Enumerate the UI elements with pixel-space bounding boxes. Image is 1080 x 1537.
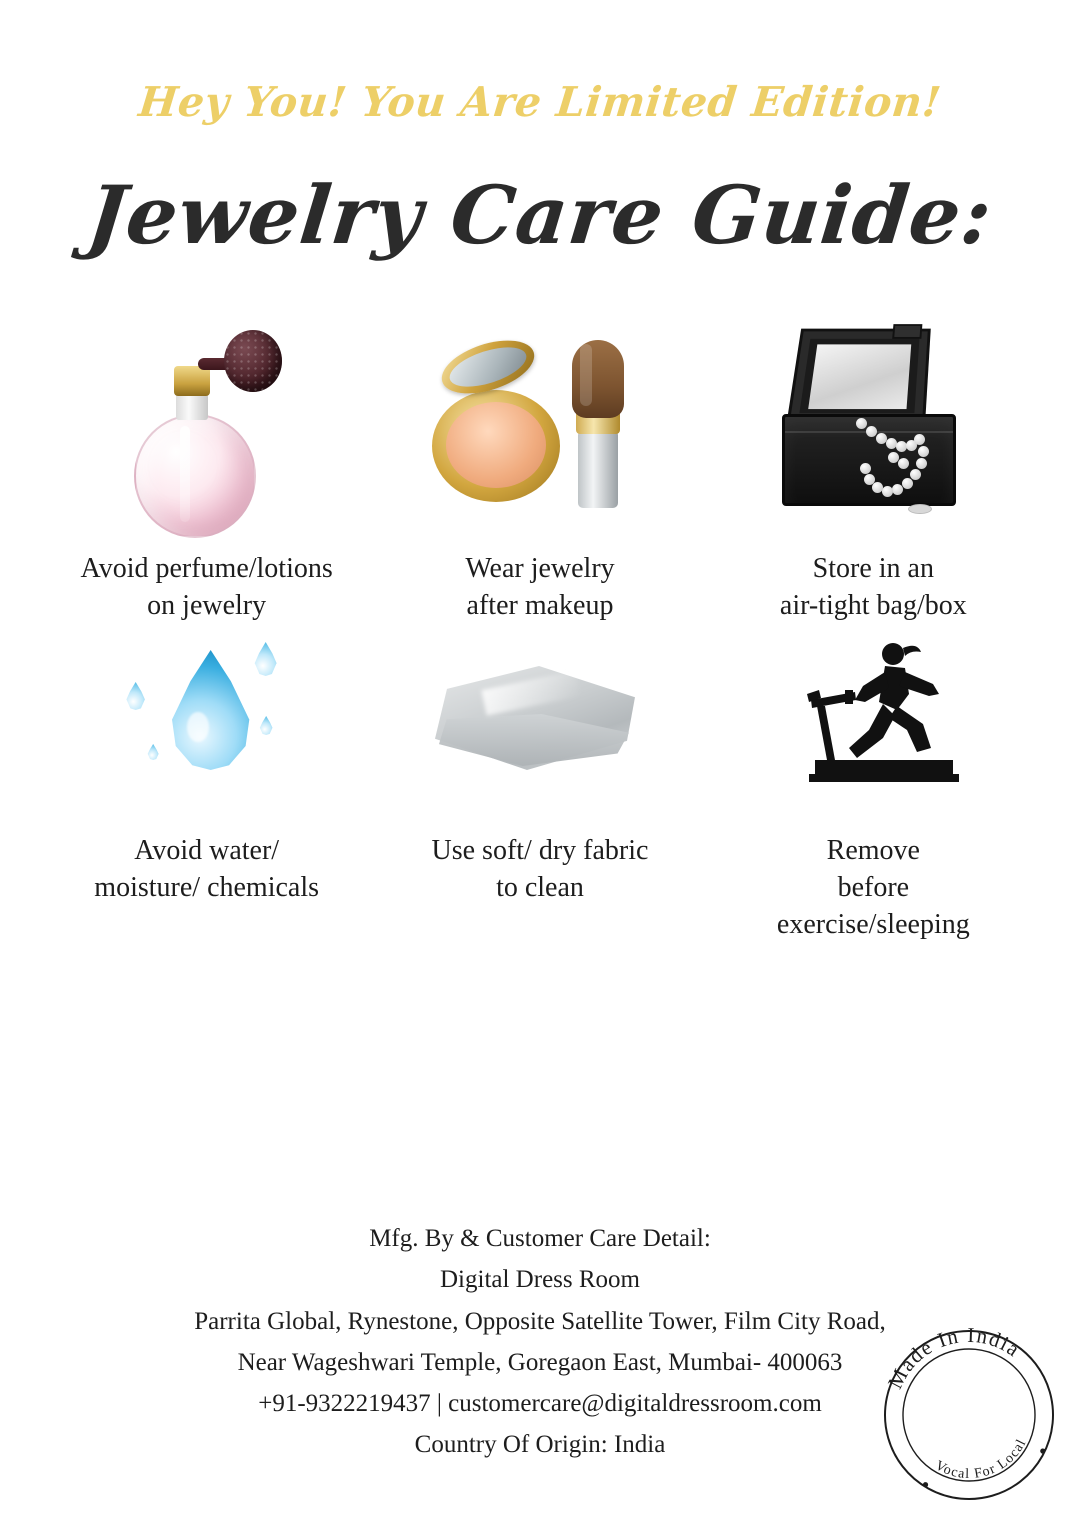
tip-caption-line1: Avoid perfume/lotions	[80, 553, 333, 584]
tip-caption-line2: moisture/ chemicals	[94, 871, 320, 903]
footer-address-line1: Parrita Global, Rynestone, Opposite Satellite Tower, Film City Road,	[194, 1307, 886, 1335]
perfume-bottle-icon	[50, 322, 363, 537]
tagline: Hey You! You Are Limited Edition!	[136, 78, 944, 126]
treadmill-runner-icon	[717, 632, 1030, 807]
tip-item-remove-before-exercise	[707, 632, 1040, 942]
tip-item-wear-after-makeup	[373, 322, 706, 632]
stamp-top-text: Made In India	[882, 1322, 1026, 1393]
footer-contact: +91-9322219437 | customercare@digitaldressroom.com	[258, 1390, 822, 1417]
tip-item-avoid-perfume	[40, 322, 373, 632]
jewelry-care-guide-page	[0, 78, 1080, 1518]
footer-address-line2: Near Wageshwari Temple, Goregaon East, Mumbai- 400063	[237, 1348, 843, 1376]
makeup-compact-brush-icon	[383, 322, 696, 537]
tip-item-store-airtight	[707, 322, 1040, 632]
tip-caption-line1: Wear jewelry	[465, 553, 615, 584]
tip-caption	[777, 833, 970, 944]
tip-caption-line1: Avoid water/	[134, 835, 280, 866]
tip-caption-line2: after makeup	[466, 589, 614, 621]
footer-company: Digital Dress Room	[440, 1266, 640, 1294]
stamp-bottom-text: Vocal For Local	[932, 1436, 1030, 1483]
tip-caption-line1: Remove	[826, 835, 920, 866]
tip-item-avoid-water	[40, 632, 373, 942]
tip-caption	[780, 551, 967, 625]
tips-grid	[0, 322, 1080, 942]
tip-caption-line2: to clean	[496, 871, 584, 903]
tip-caption	[81, 551, 333, 625]
tip-caption	[465, 551, 614, 625]
footer-heading: Mfg. By & Customer Care Detail:	[369, 1225, 711, 1252]
cleaning-cloth-icon	[383, 632, 696, 807]
tip-caption-line1: Store in an	[812, 553, 934, 584]
tip-item-soft-dry-fabric	[373, 632, 706, 942]
page-title: Jewelry Care Guide:	[83, 168, 997, 262]
tip-caption	[94, 833, 319, 907]
tip-caption	[432, 833, 649, 907]
tip-caption-line2: air-tight bag/box	[779, 589, 967, 621]
tip-caption-line2: before	[837, 871, 910, 903]
tip-caption-line3: exercise/sleeping	[776, 908, 970, 940]
jewelry-box-icon	[717, 322, 1030, 537]
tip-caption-line2: on jewelry	[147, 589, 267, 621]
water-drop-icon	[50, 632, 363, 807]
footer-origin: Country Of Origin: India	[414, 1431, 666, 1459]
tip-caption-line1: Use soft/ dry fabric	[431, 835, 649, 866]
svg-text:Vocal For Local	[930, 1433, 1037, 1493]
